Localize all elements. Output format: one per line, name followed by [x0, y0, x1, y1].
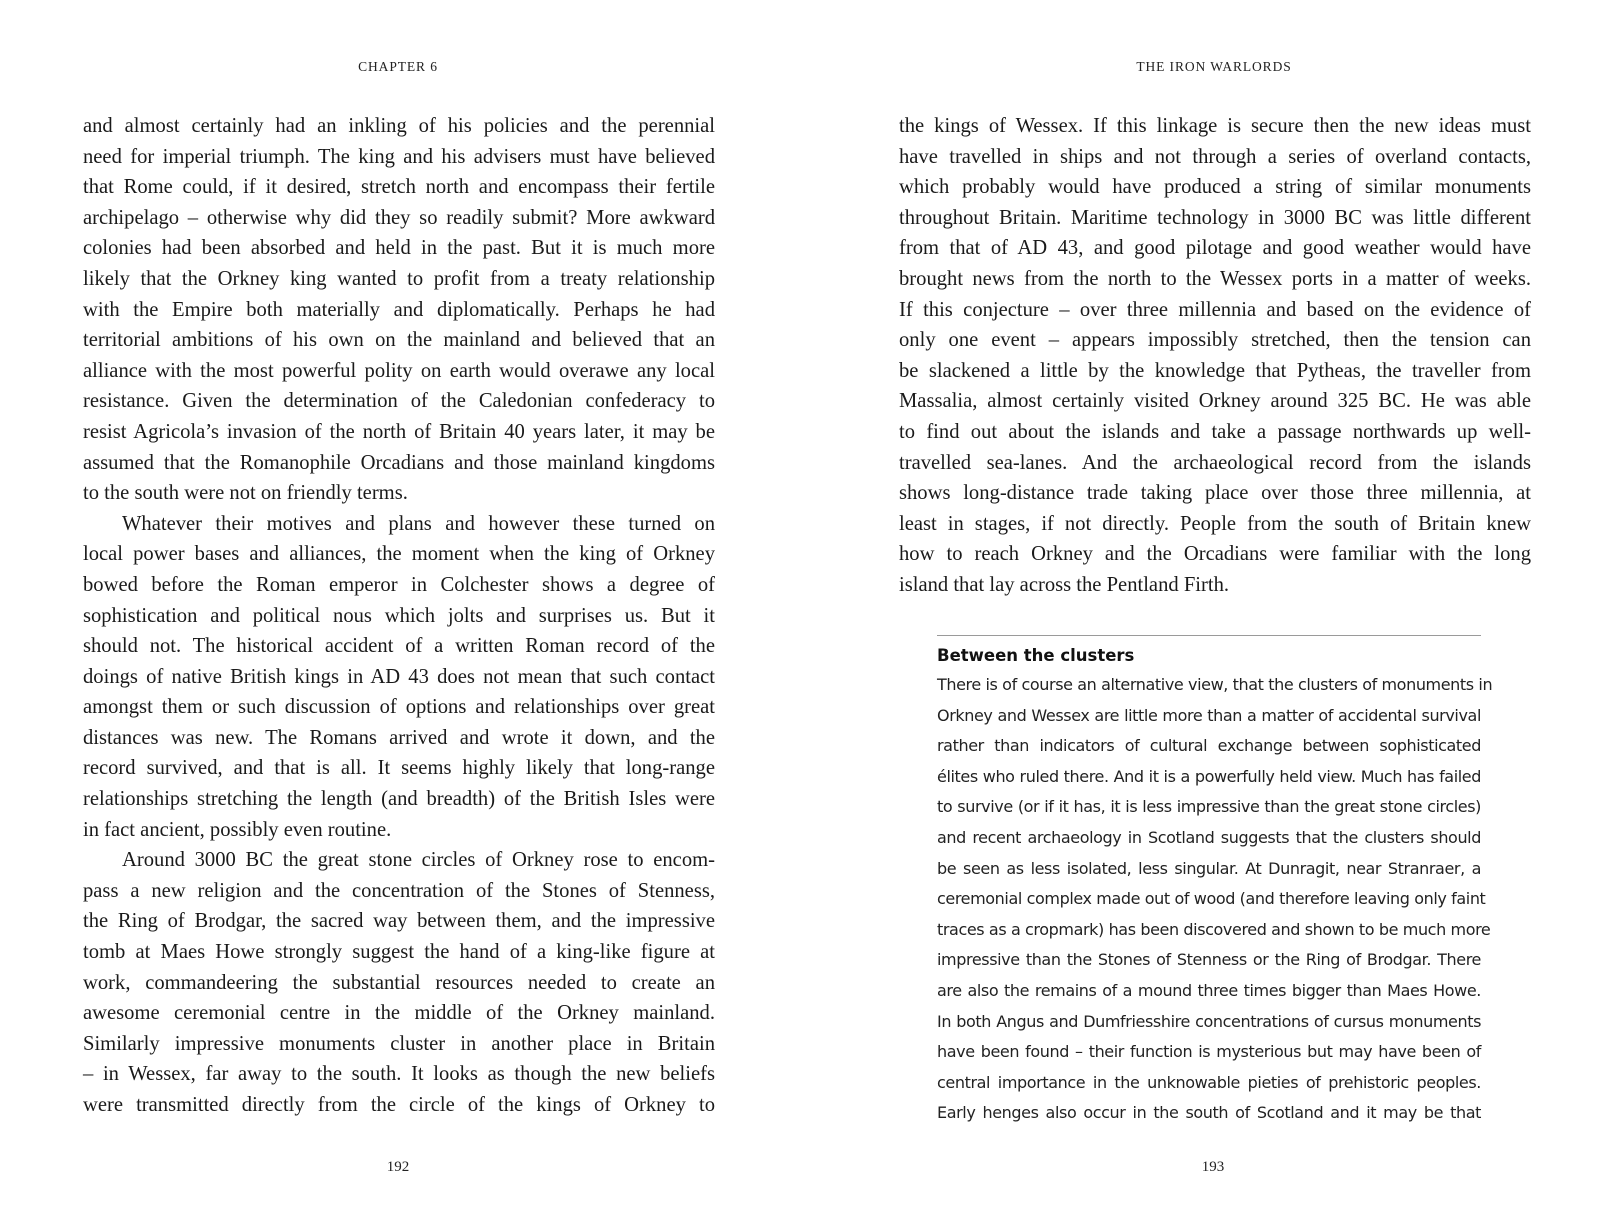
- text-line: work, commandeering the substantial resources needed to create an: [83, 971, 715, 994]
- text-line: sophistication and political nous which jolts and surprises us. But it: [83, 604, 715, 627]
- sidebar-line: impressive than the Stones of Stenness or the Ring of Brodgar. There: [937, 950, 1481, 970]
- sidebar-line: élites who ruled there. And it is a powerfully held view. Much has failed: [937, 766, 1481, 786]
- text-line: likely that the Orkney king wanted to profit from a treaty relationship: [83, 267, 715, 290]
- text-line: to the south were not on friendly terms.: [83, 482, 408, 505]
- text-line: assumed that the Romanophile Orcadians and those mainland kingdoms: [83, 451, 715, 474]
- sidebar-line: Early henges also occur in the south of Scotland and it may be that: [937, 1103, 1481, 1123]
- text-line: local power bases and alliances, the moment when the king of Orkney: [83, 543, 715, 566]
- text-line: the kings of Wessex. If this linkage is secure then the new ideas must: [899, 115, 1531, 137]
- text-line: archipelago – otherwise why did they so readily submit? More awkward: [83, 206, 715, 229]
- text-line: Whatever their motives and plans and however these turned on: [122, 512, 715, 535]
- text-line: need for imperial triumph. The king and his advisers must have believed: [83, 145, 715, 168]
- text-line: record survived, and that is all. It seems highly likely that long-range: [83, 757, 715, 780]
- page-number-left: 192: [386, 1159, 410, 1175]
- text-line: the Ring of Brodgar, the sacred way between them, and the impressive: [83, 910, 715, 933]
- text-line: brought news from the north to the Wessex ports in a matter of weeks.: [899, 267, 1531, 290]
- text-line: how to reach Orkney and the Orcadians were familiar with the long: [899, 543, 1531, 566]
- body-text-left: [83, 111, 715, 1121]
- text-line: shows long-distance trade taking place over those three millennia, at: [899, 482, 1531, 505]
- sidebar-line: to survive (or if it has, it is less impressive than the great stone circles): [937, 797, 1481, 817]
- text-line: which probably would have produced a string of similar monuments: [899, 176, 1531, 199]
- text-line: that Rome could, if it desired, stretch north and encompass their fertile: [83, 176, 715, 199]
- text-line: resistance. Given the determination of the Caledonian confederacy to: [83, 390, 715, 413]
- text-line: island that lay across the Pentland Firth.: [899, 573, 1230, 596]
- running-head-right: THE IRON WARLORDS: [1136, 59, 1292, 74]
- text-line: were transmitted directly from the circle of the kings of Orkney to: [83, 1094, 715, 1116]
- text-line: with the Empire both materially and diplomatically. Perhaps he had: [83, 298, 715, 321]
- sidebar-line: central importance in the unknowable pieties of prehistoric peoples.: [937, 1072, 1481, 1092]
- sidebar-line: be seen as less isolated, less singular. At Dunragit, near Stranraer, a: [937, 858, 1481, 878]
- text-line: tomb at Maes Howe strongly suggest the hand of a king-like figure at: [83, 941, 715, 964]
- sidebar-line: In both Angus and Dumfriesshire concentrations of cursus monuments: [937, 1011, 1481, 1031]
- text-line: and almost certainly had an inkling of his policies and the perennial: [83, 115, 715, 137]
- text-line: If this conjecture – over three millennia and based on the evidence of: [899, 298, 1531, 321]
- text-line: least in stages, if not directly. People from the south of Britain knew: [899, 512, 1531, 535]
- text-line: bowed before the Roman emperor in Colchester shows a degree of: [83, 573, 715, 596]
- text-line: be slackened a little by the knowledge that Pytheas, the traveller from: [899, 359, 1531, 382]
- text-line: territorial ambitions of his own on the mainland and believed that an: [83, 329, 715, 352]
- text-line: have travelled in ships and not through a series of overland contacts,: [899, 145, 1531, 168]
- sidebar-box: [937, 635, 1493, 1129]
- text-line: travelled sea-lanes. And the archaeological record from the islands: [899, 451, 1531, 474]
- sidebar-line: traces as a cropmark) has been discovered and shown to be much more: [937, 919, 1491, 939]
- text-line: only one event – appears impossibly stretched, then the tension can: [899, 329, 1531, 352]
- text-line: resist Agricola’s invasion of the north of Britain 40 years later, it may be: [83, 420, 715, 443]
- text-line: to find out about the islands and take a passage northwards up well-: [899, 420, 1531, 443]
- text-line: relationships stretching the length (and breadth) of the British Isles were: [83, 788, 715, 811]
- text-line: doings of native British kings in AD 43 does not mean that such contact: [83, 665, 715, 688]
- text-line: Around 3000 BC the great stone circles of Orkney rose to encom-: [122, 849, 715, 872]
- sidebar-line: are also the remains of a mound three times bigger than Maes Howe.: [937, 980, 1481, 1000]
- running-head-left: CHAPTER 6: [358, 59, 438, 74]
- sidebar-line: Orkney and Wessex are little more than a matter of accidental survival: [937, 705, 1481, 725]
- sidebar-line: and recent archaeology in Scotland suggests that the clusters should: [937, 827, 1481, 847]
- text-line: – in Wessex, far away to the south. It looks as though the new beliefs: [83, 1063, 715, 1086]
- sidebar-line: ceremonial complex made out of wood (and therefore leaving only faint: [937, 889, 1486, 909]
- text-line: colonies had been absorbed and held in the past. But it is much more: [83, 237, 715, 260]
- text-line: Similarly impressive monuments cluster in another place in Britain: [83, 1032, 715, 1055]
- sidebar-line: There is of course an alternative view, that the clusters of monuments in: [937, 675, 1493, 694]
- sidebar-text: [937, 670, 1493, 1129]
- sidebar-line: have been found – their function is mysterious but may have been of: [937, 1042, 1481, 1062]
- text-line: distances was new. The Romans arrived and wrote it down, and the: [83, 726, 715, 749]
- text-line: pass a new religion and the concentration of the Stones of Stenness,: [83, 879, 715, 902]
- text-line: awesome ceremonial centre in the middle of the Orkney mainland.: [83, 1002, 715, 1025]
- body-text-right: [899, 111, 1531, 601]
- right-page: [800, 0, 1600, 1228]
- text-line: Massalia, almost certainly visited Orkney around 325 BC. He was able: [899, 390, 1531, 413]
- text-line: throughout Britain. Maritime technology in 3000 BC was little different: [899, 206, 1531, 229]
- sidebar-line: rather than indicators of cultural exchange between sophisticated: [937, 736, 1481, 756]
- sidebar-title: Between the clusters: [937, 646, 1135, 665]
- page-number-right: 193: [1201, 1159, 1225, 1175]
- text-line: amongst them or such discussion of options and relationships over great: [83, 696, 715, 719]
- text-line: in fact ancient, possibly even routine.: [83, 818, 392, 841]
- text-line: alliance with the most powerful polity on earth would overawe any local: [83, 359, 715, 382]
- text-line: should not. The historical accident of a written Roman record of the: [83, 635, 715, 658]
- text-line: from that of AD 43, and good pilotage and good weather would have: [899, 237, 1531, 260]
